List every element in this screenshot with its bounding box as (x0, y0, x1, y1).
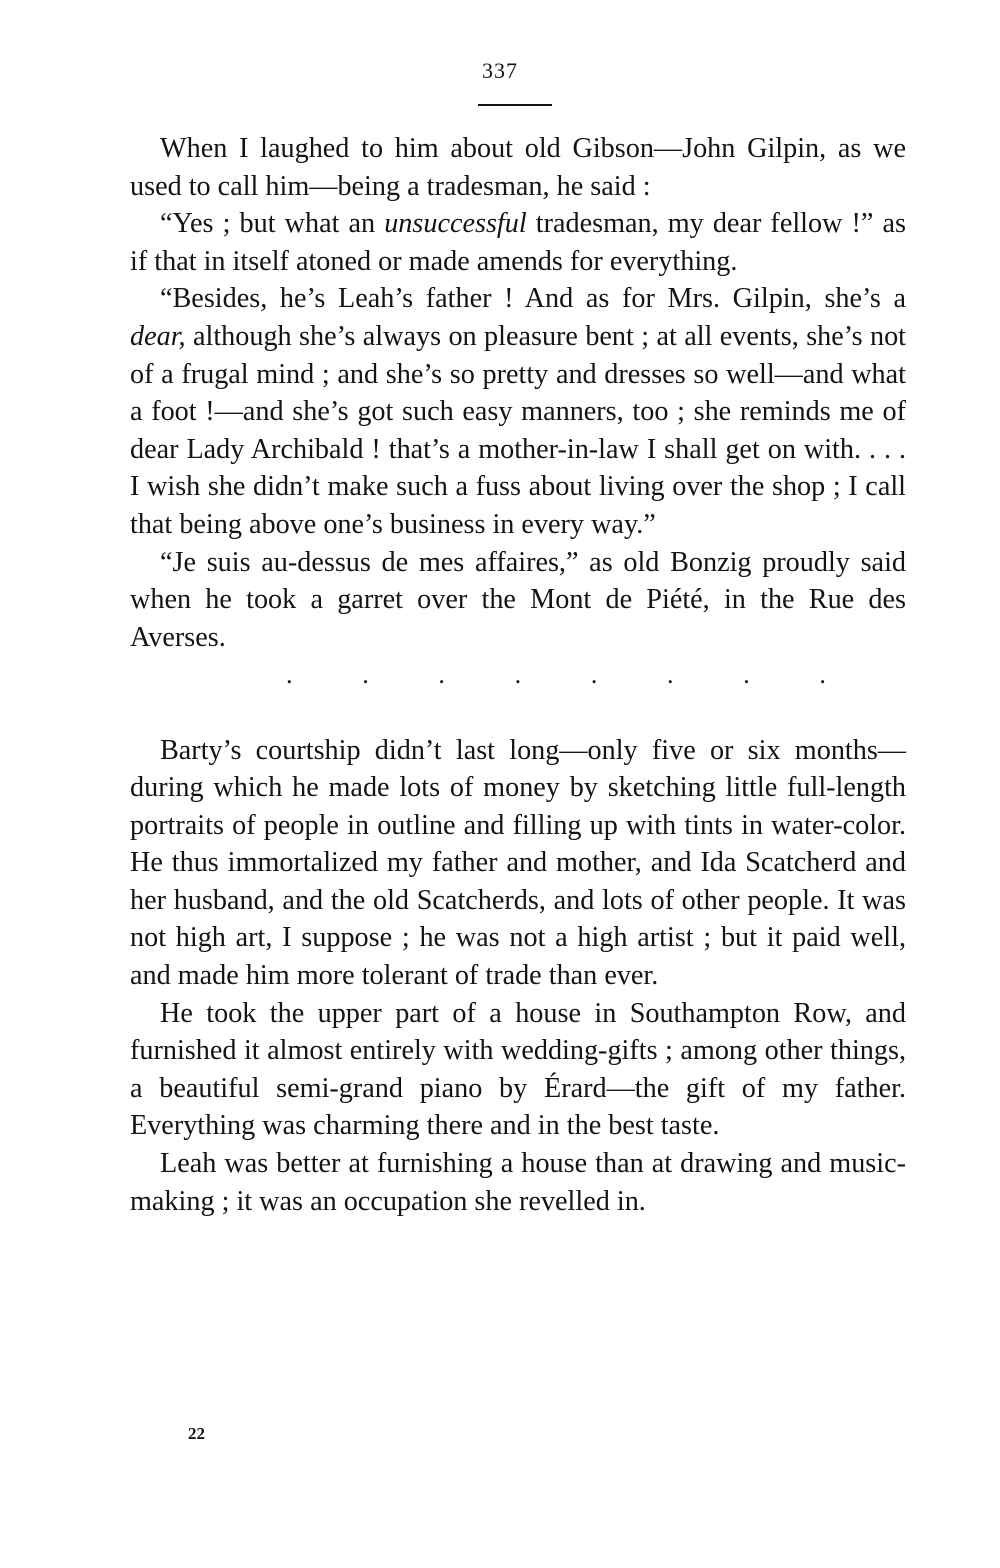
section-break-dots (130, 656, 906, 694)
paragraph-2-start: “Yes ; but what an (160, 208, 385, 240)
paragraph-1: When I laughed to him about old Gibson—John Gilpin, as we used to call him—being a tradesman, he said : (130, 133, 906, 202)
paragraph-5: Barty’s courtship didn’t last long—only five or six months—during which he made lots of money by sketching little full-length portraits of people in outline and filling up with tints in water-color. He thus immortalized my father and mother, and Ida Scatcherd and her husband, and the old Scatcherds, and lots of other people. It was not high art, I suppose ; he was not a high artist ; but it paid well, and made him more tolerant of trade than ever. (130, 734, 906, 992)
paragraph-6: He took the upper part of a house in Southampton Row, and furnished it almost entirely with wedding-gifts ; among other things, a beautiful semi-grand piano by Érard—the gift of my father. Everything was charming there and in the best taste. (130, 997, 906, 1142)
dot: . (286, 660, 293, 690)
paragraph-2-end: tradesman, my dear fellow !” as if that in itself atoned or made amends for everything. (130, 208, 906, 277)
dot: . (819, 660, 826, 690)
dot: . (743, 660, 750, 690)
dot: . (590, 660, 598, 690)
paragraph-2 (130, 205, 906, 280)
page-number: 337 (482, 58, 518, 83)
paragraph-3-start: “Besides, he’s Leah’s father ! And as for Mrs. Gilpin, she’s a (160, 283, 906, 315)
paragraph-4: “Je suis au-dessus de mes affaires,” as old Bonzig proudly said when he took a garret over the Mont de Piété, in the Rue des Averses. (130, 546, 906, 653)
paragraph-3-italic: dear, (130, 320, 186, 352)
dot: . (362, 660, 369, 690)
paragraph-3-end: although she’s always on pleasure bent ; at all events, she’s not of a frugal mind ; and she’s so pretty and dresses so well—and what a foot !—and she’s got such easy manners, too ; she reminds me of dear Lady Archibald ! that’s a mother-in-law I shall get on with. . . . I wish she didn’t make such a fuss about living over the shop ; I call that being above one’s business in every way.” (130, 320, 906, 540)
page-number-rule (478, 104, 552, 106)
paragraph-7: Leah was better at furnishing a house than at drawing and music-making ; it was an occupation she revelled in. (130, 1148, 906, 1217)
body-text (130, 130, 906, 1220)
dot: . (667, 660, 674, 690)
paragraph-3 (130, 280, 906, 543)
paragraph-2-italic: unsuccessful (384, 208, 527, 240)
dot: . (438, 660, 445, 690)
signature-mark: 22 (188, 1424, 205, 1443)
dot: . (514, 660, 522, 690)
